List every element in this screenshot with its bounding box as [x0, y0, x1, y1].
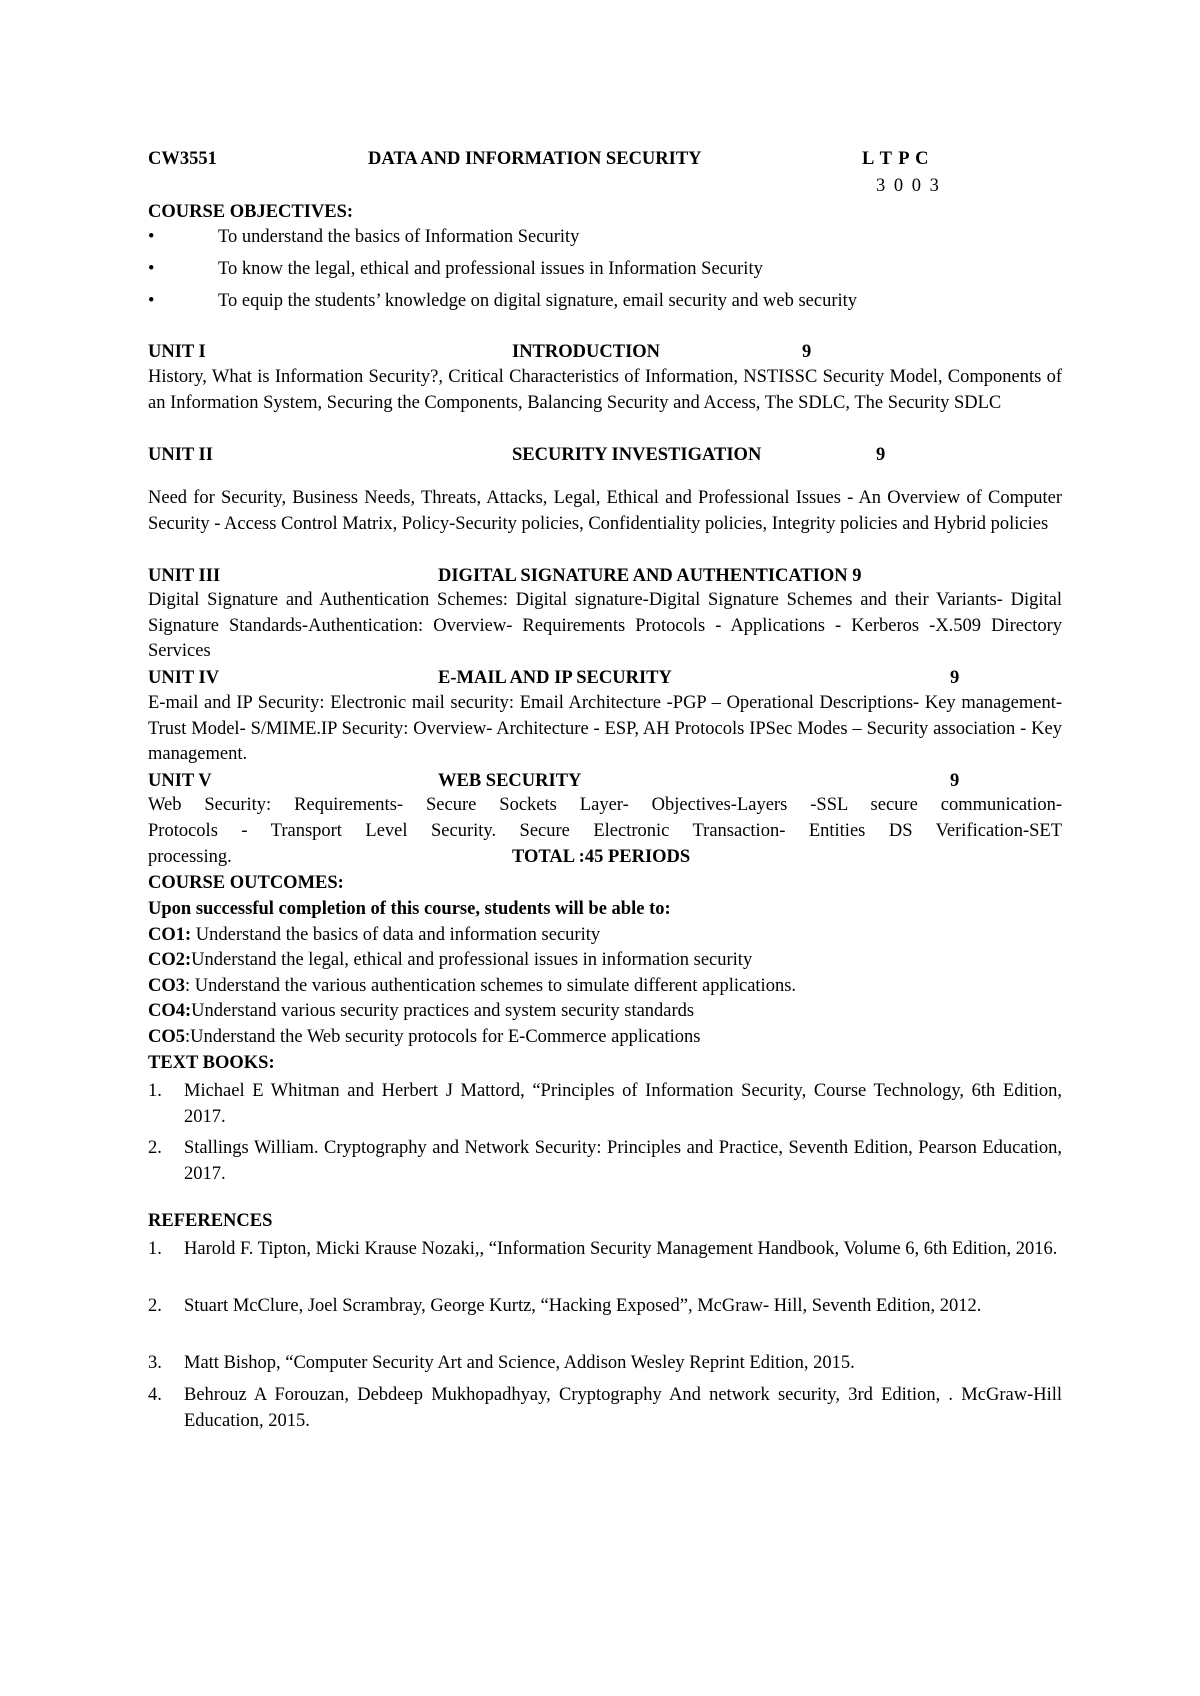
outcomes-heading: COURSE OUTCOMES: — [148, 873, 344, 893]
ltpc-label: L T P C — [862, 149, 930, 169]
outcome-code: CO3 — [148, 976, 185, 996]
unit-label: UNIT II — [148, 445, 213, 465]
unit-content-line: Web Security: Requirements- Secure Sockets Layer- Objectives-Layers -SSL secure communication- — [148, 795, 1062, 815]
ltpc-values: 3 0 0 3 — [876, 176, 941, 196]
reference-item: 4. Behrouz A Forouzan, Debdeep Mukhopadhyay, Cryptography And network security, 3rd Edition, . McGraw-Hill Education, 2015. — [148, 1385, 1062, 1431]
textbook-item: 2. Stallings William. Cryptography and Network Security: Principles and Practice, Seventh Edition, Pearson Education, 2017. — [148, 1138, 1062, 1184]
outcome-item: CO4:Understand various security practices and system security standards — [148, 1001, 695, 1021]
bullet: • — [148, 291, 155, 311]
unit-content-last-line: processing. — [148, 847, 232, 867]
unit-label: UNIT IV — [148, 668, 220, 688]
unit-content: E-mail and IP Security: Electronic mail security: Email Architecture -PGP – Operational Descriptions- Key management- Trust Model- S/MIME.IP Security: Overview- Architecture - ESP, AH Protocols IPSec Modes – Security association - Key management. — [148, 693, 1062, 764]
course-title: DATA AND INFORMATION SECURITY — [368, 149, 702, 169]
unit-label: UNIT V — [148, 771, 212, 791]
bullet: • — [148, 227, 155, 247]
unit-title: INTRODUCTION — [512, 342, 661, 362]
outcome-item: CO1: Understand the basics of data and information security — [148, 925, 601, 945]
textbooks-heading: TEXT BOOKS: — [148, 1053, 275, 1073]
unit-title: SECURITY INVESTIGATION — [512, 445, 762, 465]
total-periods: TOTAL :45 PERIODS — [512, 847, 691, 867]
outcomes-intro: Upon successful completion of this course, students will be able to: — [148, 899, 671, 919]
textbook-item: 1. Michael E Whitman and Herbert J Mattord, “Principles of Information Security, Course Technology, 6th Edition, 2017. — [148, 1081, 1062, 1127]
outcome-code: CO1: — [148, 925, 192, 945]
reference-item: 2. Stuart McClure, Joel Scrambray, George Kurtz, “Hacking Exposed”, McGraw- Hill, Seventh Edition, 2012. — [148, 1296, 982, 1316]
course-code: CW3551 — [148, 149, 217, 169]
unit-content: Digital Signature and Authentication Schemes: Digital signature-Digital Signature Schemes and their Variants- Digital Signature Standards-Authentication: Overview- Requirements Protocols - Applications - Kerberos -X.509 Directory Services — [148, 590, 1062, 661]
outcome-code: CO4: — [148, 1001, 192, 1021]
outcome-item: CO2:Understand the legal, ethical and professional issues in information security — [148, 950, 753, 970]
outcome-code: CO5 — [148, 1027, 185, 1047]
unit-title: WEB SECURITY — [438, 771, 582, 791]
unit-content: History, What is Information Security?, Critical Characteristics of Information, NSTISSC Security Model, Components of an Information System, Securing the Components, Balancing Security and Access, The SDLC, The Security SDLC — [148, 367, 1062, 413]
unit-label: UNIT III — [148, 566, 221, 586]
unit-content-line: Protocols - Transport Level Security. Secure Electronic Transaction- Entities DS Verification-SET — [148, 821, 1062, 841]
objective-item: • To know the legal, ethical and professional issues in Information Security — [148, 256, 763, 282]
references-heading: REFERENCES — [148, 1211, 273, 1231]
unit-hours: 9 — [802, 342, 812, 362]
unit-hours: 9 — [876, 445, 886, 465]
reference-item: 1. Harold F. Tipton, Micki Krause Nozaki,, “Information Security Management Handbook, Volume 6, 6th Edition, 2016. — [148, 1239, 1058, 1259]
unit-label: UNIT I — [148, 342, 206, 362]
reference-item: 3. Matt Bishop, “Computer Security Art and Science, Addison Wesley Reprint Edition, 2015. — [148, 1353, 855, 1373]
objective-item: • To understand the basics of Information Security — [148, 224, 579, 250]
unit-content: Need for Security, Business Needs, Threats, Attacks, Legal, Ethical and Professional Issues - An Overview of Computer Security - Access Control Matrix, Policy-Security policies, Confidentiality policies, Integrity policies and Hybrid policies — [148, 488, 1062, 534]
unit-title: E-MAIL AND IP SECURITY — [438, 668, 672, 688]
outcome-item: CO3: Understand the various authentication schemes to simulate different applications. — [148, 976, 797, 996]
unit-hours: 9 — [950, 771, 960, 791]
outcome-code: CO2: — [148, 950, 192, 970]
unit-title: DIGITAL SIGNATURE AND AUTHENTICATION 9 — [438, 566, 862, 586]
objectives-heading: COURSE OBJECTIVES: — [148, 202, 354, 222]
unit-hours: 9 — [950, 668, 960, 688]
outcome-item: CO5:Understand the Web security protocols for E-Commerce applications — [148, 1027, 701, 1047]
objective-item: • To equip the students’ knowledge on digital signature, email security and web security — [148, 288, 857, 314]
bullet: • — [148, 259, 155, 279]
